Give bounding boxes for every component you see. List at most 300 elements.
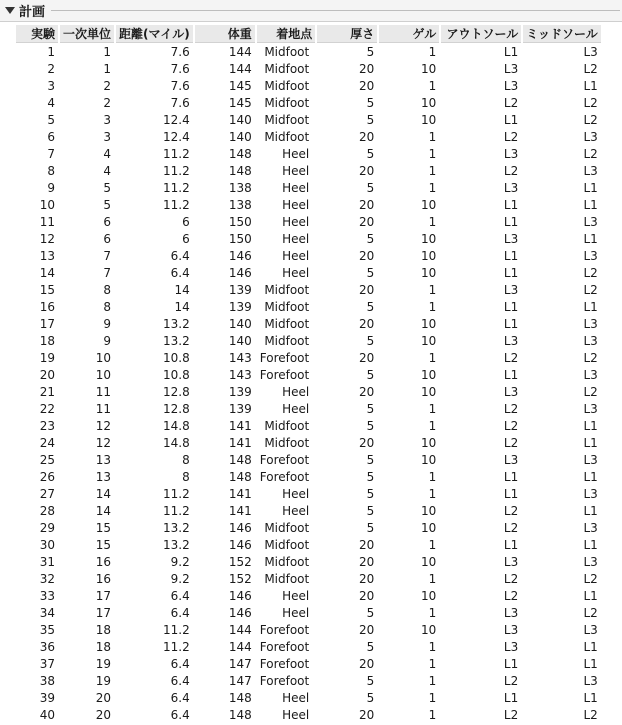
cell-distance[interactable]: 12.4 — [163, 112, 190, 127]
cell-whole-plot[interactable]: 3 — [103, 112, 112, 127]
cell-distance[interactable]: 9.2 — [170, 554, 190, 569]
cell-strike[interactable]: Forefoot — [259, 622, 310, 637]
cell-strike[interactable]: Heel — [282, 248, 310, 263]
cell-outsole[interactable]: L3 — [503, 146, 519, 161]
cell-weight[interactable]: 150 — [228, 231, 252, 246]
cell-thickness[interactable]: 5 — [366, 44, 375, 59]
cell-run[interactable]: 12 — [39, 231, 55, 246]
table-row[interactable] — [16, 247, 601, 264]
cell-strike[interactable]: Midfoot — [264, 61, 310, 76]
cell-gel[interactable]: 10 — [420, 231, 437, 246]
cell-midsole[interactable]: L1 — [583, 299, 598, 314]
cell-run[interactable]: 34 — [39, 605, 55, 620]
cell-weight[interactable]: 146 — [228, 537, 252, 552]
cell-midsole[interactable]: L2 — [583, 350, 598, 365]
table-row[interactable] — [16, 77, 601, 94]
cell-gel[interactable]: 10 — [420, 554, 437, 569]
cell-run[interactable]: 37 — [39, 656, 55, 671]
cell-thickness[interactable]: 5 — [366, 520, 375, 535]
cell-thickness[interactable]: 20 — [358, 350, 375, 365]
cell-thickness[interactable]: 20 — [358, 588, 375, 603]
column-header[interactable]: ゲル — [379, 25, 439, 43]
cell-thickness[interactable]: 5 — [366, 503, 375, 518]
cell-thickness[interactable]: 5 — [366, 401, 375, 416]
cell-run[interactable]: 8 — [47, 163, 55, 178]
table-row[interactable] — [16, 638, 601, 655]
cell-run[interactable]: 18 — [39, 333, 55, 348]
cell-run[interactable]: 23 — [39, 418, 55, 433]
cell-midsole[interactable]: L2 — [583, 707, 598, 722]
table-row[interactable] — [16, 162, 601, 179]
cell-run[interactable]: 5 — [47, 112, 55, 127]
cell-strike[interactable]: Midfoot — [264, 537, 310, 552]
cell-weight[interactable]: 152 — [228, 554, 252, 569]
cell-whole-plot[interactable]: 5 — [103, 197, 112, 212]
cell-outsole[interactable]: L2 — [503, 350, 519, 365]
cell-whole-plot[interactable]: 12 — [95, 418, 112, 433]
cell-whole-plot[interactable]: 15 — [95, 537, 112, 552]
cell-distance[interactable]: 14.8 — [163, 435, 190, 450]
cell-strike[interactable]: Midfoot — [264, 333, 310, 348]
cell-weight[interactable]: 139 — [228, 299, 252, 314]
cell-gel[interactable]: 1 — [428, 707, 437, 722]
cell-weight[interactable]: 141 — [228, 435, 252, 450]
cell-midsole[interactable]: L1 — [583, 656, 598, 671]
cell-run[interactable]: 29 — [39, 520, 55, 535]
table-row[interactable] — [16, 213, 601, 230]
cell-thickness[interactable]: 20 — [358, 554, 375, 569]
cell-weight[interactable]: 140 — [228, 129, 252, 144]
cell-outsole[interactable]: L2 — [503, 95, 519, 110]
cell-run[interactable]: 32 — [39, 571, 55, 586]
cell-outsole[interactable]: L1 — [503, 248, 519, 263]
cell-strike[interactable]: Forefoot — [259, 350, 310, 365]
table-row[interactable] — [16, 502, 601, 519]
cell-gel[interactable]: 1 — [428, 401, 437, 416]
cell-strike[interactable]: Heel — [282, 146, 310, 161]
cell-strike[interactable]: Heel — [282, 163, 310, 178]
cell-thickness[interactable]: 5 — [366, 673, 375, 688]
disclosure-triangle-icon[interactable] — [5, 7, 15, 14]
table-row[interactable] — [16, 689, 601, 706]
table-row[interactable] — [16, 60, 601, 77]
cell-thickness[interactable]: 5 — [366, 367, 375, 382]
cell-midsole[interactable]: L3 — [583, 367, 598, 382]
cell-strike[interactable]: Heel — [282, 384, 310, 399]
cell-run[interactable]: 33 — [39, 588, 55, 603]
column-header[interactable]: 着地点 — [257, 25, 315, 43]
cell-strike[interactable]: Midfoot — [264, 78, 310, 93]
cell-run[interactable]: 7 — [47, 146, 55, 161]
cell-thickness[interactable]: 5 — [366, 95, 375, 110]
cell-thickness[interactable]: 20 — [358, 707, 375, 722]
cell-gel[interactable]: 10 — [420, 112, 437, 127]
cell-strike[interactable]: Midfoot — [264, 282, 310, 297]
cell-run[interactable]: 28 — [39, 503, 55, 518]
cell-weight[interactable]: 139 — [228, 384, 252, 399]
cell-distance[interactable]: 12.4 — [163, 129, 190, 144]
cell-weight[interactable]: 146 — [228, 588, 252, 603]
cell-weight[interactable]: 145 — [228, 78, 252, 93]
cell-midsole[interactable]: L1 — [583, 690, 598, 705]
cell-distance[interactable]: 12.8 — [163, 401, 190, 416]
cell-thickness[interactable]: 20 — [358, 61, 375, 76]
cell-weight[interactable]: 144 — [228, 639, 252, 654]
cell-weight[interactable]: 139 — [228, 401, 252, 416]
cell-gel[interactable]: 1 — [428, 146, 437, 161]
cell-outsole[interactable]: L1 — [503, 214, 519, 229]
cell-weight[interactable]: 148 — [228, 690, 252, 705]
cell-distance[interactable]: 7.6 — [170, 44, 190, 59]
cell-run[interactable]: 16 — [39, 299, 55, 314]
cell-weight[interactable]: 152 — [228, 571, 252, 586]
cell-weight[interactable]: 140 — [228, 333, 252, 348]
cell-outsole[interactable]: L2 — [503, 707, 519, 722]
cell-whole-plot[interactable]: 4 — [103, 163, 112, 178]
cell-gel[interactable]: 1 — [428, 690, 437, 705]
cell-run[interactable]: 36 — [39, 639, 55, 654]
cell-gel[interactable]: 1 — [428, 418, 437, 433]
cell-weight[interactable]: 140 — [228, 112, 252, 127]
cell-weight[interactable]: 148 — [228, 163, 252, 178]
cell-strike[interactable]: Midfoot — [264, 112, 310, 127]
cell-weight[interactable]: 144 — [228, 44, 252, 59]
cell-gel[interactable]: 10 — [420, 95, 437, 110]
cell-thickness[interactable]: 20 — [358, 571, 375, 586]
cell-midsole[interactable]: L2 — [583, 146, 598, 161]
cell-run[interactable]: 22 — [39, 401, 55, 416]
table-row[interactable] — [16, 553, 601, 570]
cell-thickness[interactable]: 5 — [366, 265, 375, 280]
cell-distance[interactable]: 13.2 — [163, 520, 190, 535]
cell-distance[interactable]: 6.4 — [170, 265, 190, 280]
table-row[interactable] — [16, 434, 601, 451]
cell-gel[interactable]: 10 — [420, 197, 437, 212]
cell-run[interactable]: 26 — [39, 469, 55, 484]
cell-weight[interactable]: 138 — [228, 180, 252, 195]
table-row[interactable] — [16, 655, 601, 672]
cell-thickness[interactable]: 5 — [366, 452, 375, 467]
table-row[interactable] — [16, 672, 601, 689]
cell-outsole[interactable]: L3 — [503, 554, 519, 569]
table-row[interactable] — [16, 468, 601, 485]
table-row[interactable] — [16, 196, 601, 213]
table-row[interactable] — [16, 349, 601, 366]
cell-midsole[interactable]: L1 — [583, 469, 598, 484]
cell-gel[interactable]: 1 — [428, 469, 437, 484]
cell-gel[interactable]: 1 — [428, 180, 437, 195]
cell-weight[interactable]: 144 — [228, 622, 252, 637]
cell-midsole[interactable]: L1 — [583, 197, 598, 212]
cell-whole-plot[interactable]: 3 — [103, 129, 112, 144]
cell-distance[interactable]: 11.2 — [163, 197, 190, 212]
cell-weight[interactable]: 140 — [228, 316, 252, 331]
cell-distance[interactable]: 13.2 — [163, 316, 190, 331]
table-row[interactable] — [16, 400, 601, 417]
cell-whole-plot[interactable]: 18 — [95, 639, 112, 654]
cell-strike[interactable]: Midfoot — [264, 520, 310, 535]
cell-outsole[interactable]: L3 — [503, 639, 519, 654]
cell-run[interactable]: 38 — [39, 673, 55, 688]
cell-weight[interactable]: 146 — [228, 265, 252, 280]
cell-outsole[interactable]: L1 — [503, 656, 519, 671]
cell-distance[interactable]: 6.4 — [170, 673, 190, 688]
cell-weight[interactable]: 146 — [228, 520, 252, 535]
cell-strike[interactable]: Heel — [282, 231, 310, 246]
cell-gel[interactable]: 1 — [428, 639, 437, 654]
cell-weight[interactable]: 146 — [228, 248, 252, 263]
cell-strike[interactable]: Midfoot — [264, 129, 310, 144]
cell-midsole[interactable]: L3 — [583, 486, 598, 501]
cell-distance[interactable]: 6.4 — [170, 248, 190, 263]
cell-thickness[interactable]: 5 — [366, 112, 375, 127]
cell-midsole[interactable]: L1 — [583, 503, 598, 518]
table-row[interactable] — [16, 315, 601, 332]
cell-whole-plot[interactable]: 17 — [95, 605, 112, 620]
cell-whole-plot[interactable]: 11 — [95, 401, 112, 416]
table-row[interactable] — [16, 417, 601, 434]
cell-whole-plot[interactable]: 18 — [95, 622, 112, 637]
cell-weight[interactable]: 145 — [228, 95, 252, 110]
column-header[interactable]: アウトソール — [441, 25, 521, 43]
cell-distance[interactable]: 6.4 — [170, 588, 190, 603]
cell-midsole[interactable]: L2 — [583, 265, 598, 280]
cell-thickness[interactable]: 5 — [366, 231, 375, 246]
cell-strike[interactable]: Heel — [282, 486, 310, 501]
cell-outsole[interactable]: L1 — [503, 299, 519, 314]
cell-midsole[interactable]: L1 — [583, 180, 598, 195]
cell-thickness[interactable]: 20 — [358, 248, 375, 263]
cell-outsole[interactable]: L1 — [503, 469, 519, 484]
cell-strike[interactable]: Midfoot — [264, 299, 310, 314]
cell-gel[interactable]: 10 — [420, 520, 437, 535]
cell-gel[interactable]: 10 — [420, 435, 437, 450]
cell-whole-plot[interactable]: 13 — [95, 452, 112, 467]
cell-midsole[interactable]: L3 — [583, 622, 598, 637]
cell-distance[interactable]: 11.2 — [163, 503, 190, 518]
cell-midsole[interactable]: L2 — [583, 61, 598, 76]
cell-weight[interactable]: 147 — [228, 673, 252, 688]
cell-outsole[interactable]: L1 — [503, 486, 519, 501]
cell-outsole[interactable]: L1 — [503, 367, 519, 382]
cell-outsole[interactable]: L3 — [503, 622, 519, 637]
cell-thickness[interactable]: 5 — [366, 180, 375, 195]
cell-midsole[interactable]: L1 — [583, 418, 598, 433]
cell-weight[interactable]: 141 — [228, 418, 252, 433]
cell-strike[interactable]: Midfoot — [264, 571, 310, 586]
cell-midsole[interactable]: L3 — [583, 214, 598, 229]
cell-whole-plot[interactable]: 11 — [95, 384, 112, 399]
cell-whole-plot[interactable]: 19 — [95, 673, 112, 688]
cell-gel[interactable]: 1 — [428, 214, 437, 229]
cell-distance[interactable]: 14.8 — [163, 418, 190, 433]
table-row[interactable] — [16, 604, 601, 621]
cell-gel[interactable]: 10 — [420, 316, 437, 331]
cell-outsole[interactable]: L3 — [503, 78, 519, 93]
table-row[interactable] — [16, 145, 601, 162]
cell-gel[interactable]: 1 — [428, 282, 437, 297]
cell-gel[interactable]: 1 — [428, 78, 437, 93]
cell-midsole[interactable]: L3 — [583, 129, 598, 144]
cell-whole-plot[interactable]: 9 — [103, 316, 112, 331]
cell-whole-plot[interactable]: 14 — [95, 503, 112, 518]
cell-weight[interactable]: 144 — [228, 61, 252, 76]
cell-strike[interactable]: Forefoot — [259, 673, 310, 688]
table-row[interactable] — [16, 179, 601, 196]
cell-weight[interactable]: 150 — [228, 214, 252, 229]
cell-distance[interactable]: 6 — [182, 214, 190, 229]
cell-thickness[interactable]: 5 — [366, 486, 375, 501]
cell-whole-plot[interactable]: 7 — [103, 265, 112, 280]
table-row[interactable] — [16, 281, 601, 298]
cell-run[interactable]: 4 — [47, 95, 55, 110]
cell-distance[interactable]: 9.2 — [170, 571, 190, 586]
cell-gel[interactable]: 10 — [420, 452, 437, 467]
cell-run[interactable]: 3 — [47, 78, 55, 93]
cell-run[interactable]: 15 — [39, 282, 55, 297]
cell-outsole[interactable]: L1 — [503, 197, 519, 212]
column-header[interactable]: 一次単位 — [60, 25, 114, 43]
cell-outsole[interactable]: L2 — [503, 571, 519, 586]
cell-midsole[interactable]: L3 — [583, 520, 598, 535]
cell-distance[interactable]: 10.8 — [163, 350, 190, 365]
cell-whole-plot[interactable]: 10 — [95, 350, 112, 365]
table-row[interactable] — [16, 332, 601, 349]
cell-run[interactable]: 10 — [39, 197, 55, 212]
cell-distance[interactable]: 6 — [182, 231, 190, 246]
cell-whole-plot[interactable]: 8 — [103, 299, 112, 314]
cell-thickness[interactable]: 5 — [366, 639, 375, 654]
table-row[interactable] — [16, 111, 601, 128]
cell-distance[interactable]: 11.2 — [163, 180, 190, 195]
cell-outsole[interactable]: L2 — [503, 520, 519, 535]
cell-distance[interactable]: 6.4 — [170, 656, 190, 671]
cell-midsole[interactable]: L3 — [583, 401, 598, 416]
cell-run[interactable]: 9 — [47, 180, 55, 195]
column-header[interactable]: 実験 — [16, 25, 58, 43]
cell-run[interactable]: 35 — [39, 622, 55, 637]
cell-strike[interactable]: Forefoot — [259, 367, 310, 382]
cell-outsole[interactable]: L2 — [503, 129, 519, 144]
cell-strike[interactable]: Forefoot — [259, 639, 310, 654]
cell-distance[interactable]: 6.4 — [170, 605, 190, 620]
cell-whole-plot[interactable]: 8 — [103, 282, 112, 297]
cell-distance[interactable]: 13.2 — [163, 537, 190, 552]
cell-whole-plot[interactable]: 20 — [95, 707, 112, 722]
cell-outsole[interactable]: L3 — [503, 282, 519, 297]
cell-gel[interactable]: 1 — [428, 350, 437, 365]
cell-outsole[interactable]: L1 — [503, 265, 519, 280]
cell-outsole[interactable]: L2 — [503, 673, 519, 688]
cell-outsole[interactable]: L2 — [503, 503, 519, 518]
table-row[interactable] — [16, 264, 601, 281]
table-row[interactable] — [16, 451, 601, 468]
cell-distance[interactable]: 11.2 — [163, 486, 190, 501]
table-row[interactable] — [16, 128, 601, 145]
cell-run[interactable]: 13 — [39, 248, 55, 263]
table-row[interactable] — [16, 570, 601, 587]
cell-midsole[interactable]: L3 — [583, 44, 598, 59]
cell-run[interactable]: 20 — [39, 367, 55, 382]
cell-midsole[interactable]: L3 — [583, 554, 598, 569]
cell-run[interactable]: 21 — [39, 384, 55, 399]
cell-gel[interactable]: 1 — [428, 44, 437, 59]
table-row[interactable] — [16, 383, 601, 400]
cell-strike[interactable]: Heel — [282, 265, 310, 280]
cell-strike[interactable]: Midfoot — [264, 435, 310, 450]
cell-thickness[interactable]: 20 — [358, 163, 375, 178]
table-row[interactable] — [16, 536, 601, 553]
cell-distance[interactable]: 6.4 — [170, 690, 190, 705]
cell-whole-plot[interactable]: 16 — [95, 571, 112, 586]
cell-weight[interactable]: 146 — [228, 605, 252, 620]
column-header[interactable]: 体重 — [195, 25, 255, 43]
cell-whole-plot[interactable]: 9 — [103, 333, 112, 348]
cell-midsole[interactable]: L2 — [583, 282, 598, 297]
cell-thickness[interactable]: 20 — [358, 656, 375, 671]
cell-outsole[interactable]: L1 — [503, 112, 519, 127]
cell-outsole[interactable]: L3 — [503, 180, 519, 195]
column-header[interactable]: 距離(マイル) — [116, 25, 193, 43]
cell-thickness[interactable]: 5 — [366, 469, 375, 484]
cell-strike[interactable]: Heel — [282, 180, 310, 195]
table-row[interactable] — [16, 621, 601, 638]
cell-run[interactable]: 30 — [39, 537, 55, 552]
cell-whole-plot[interactable]: 10 — [95, 367, 112, 382]
cell-midsole[interactable]: L2 — [583, 95, 598, 110]
cell-distance[interactable]: 7.6 — [170, 95, 190, 110]
cell-run[interactable]: 14 — [39, 265, 55, 280]
cell-strike[interactable]: Heel — [282, 588, 310, 603]
cell-run[interactable]: 19 — [39, 350, 55, 365]
table-row[interactable] — [16, 587, 601, 604]
cell-distance[interactable]: 8 — [182, 469, 190, 484]
cell-midsole[interactable]: L1 — [583, 231, 598, 246]
cell-outsole[interactable]: L1 — [503, 316, 519, 331]
cell-midsole[interactable]: L2 — [583, 112, 598, 127]
cell-run[interactable]: 11 — [39, 214, 55, 229]
cell-whole-plot[interactable]: 4 — [103, 146, 112, 161]
cell-thickness[interactable]: 5 — [366, 690, 375, 705]
cell-strike[interactable]: Midfoot — [264, 554, 310, 569]
cell-distance[interactable]: 10.8 — [163, 367, 190, 382]
column-header[interactable]: ミッドソール — [523, 25, 601, 43]
cell-whole-plot[interactable]: 1 — [103, 61, 112, 76]
cell-outsole[interactable]: L3 — [503, 231, 519, 246]
cell-strike[interactable]: Midfoot — [264, 95, 310, 110]
cell-gel[interactable]: 10 — [420, 367, 437, 382]
cell-thickness[interactable]: 5 — [366, 418, 375, 433]
cell-thickness[interactable]: 20 — [358, 435, 375, 450]
cell-gel[interactable]: 10 — [420, 61, 437, 76]
table-row[interactable] — [16, 94, 601, 111]
cell-distance[interactable]: 7.6 — [170, 78, 190, 93]
cell-midsole[interactable]: L2 — [583, 571, 598, 586]
table-row[interactable] — [16, 485, 601, 502]
cell-weight[interactable]: 143 — [228, 367, 252, 382]
cell-weight[interactable]: 147 — [228, 656, 252, 671]
cell-strike[interactable]: Forefoot — [259, 656, 310, 671]
cell-strike[interactable]: Midfoot — [264, 44, 310, 59]
cell-strike[interactable]: Heel — [282, 401, 310, 416]
cell-midsole[interactable]: L3 — [583, 333, 598, 348]
cell-strike[interactable]: Heel — [282, 197, 310, 212]
cell-strike[interactable]: Forefoot — [259, 452, 310, 467]
cell-midsole[interactable]: L3 — [583, 673, 598, 688]
cell-midsole[interactable]: L1 — [583, 435, 598, 450]
cell-whole-plot[interactable]: 5 — [103, 180, 112, 195]
cell-thickness[interactable]: 20 — [358, 129, 375, 144]
